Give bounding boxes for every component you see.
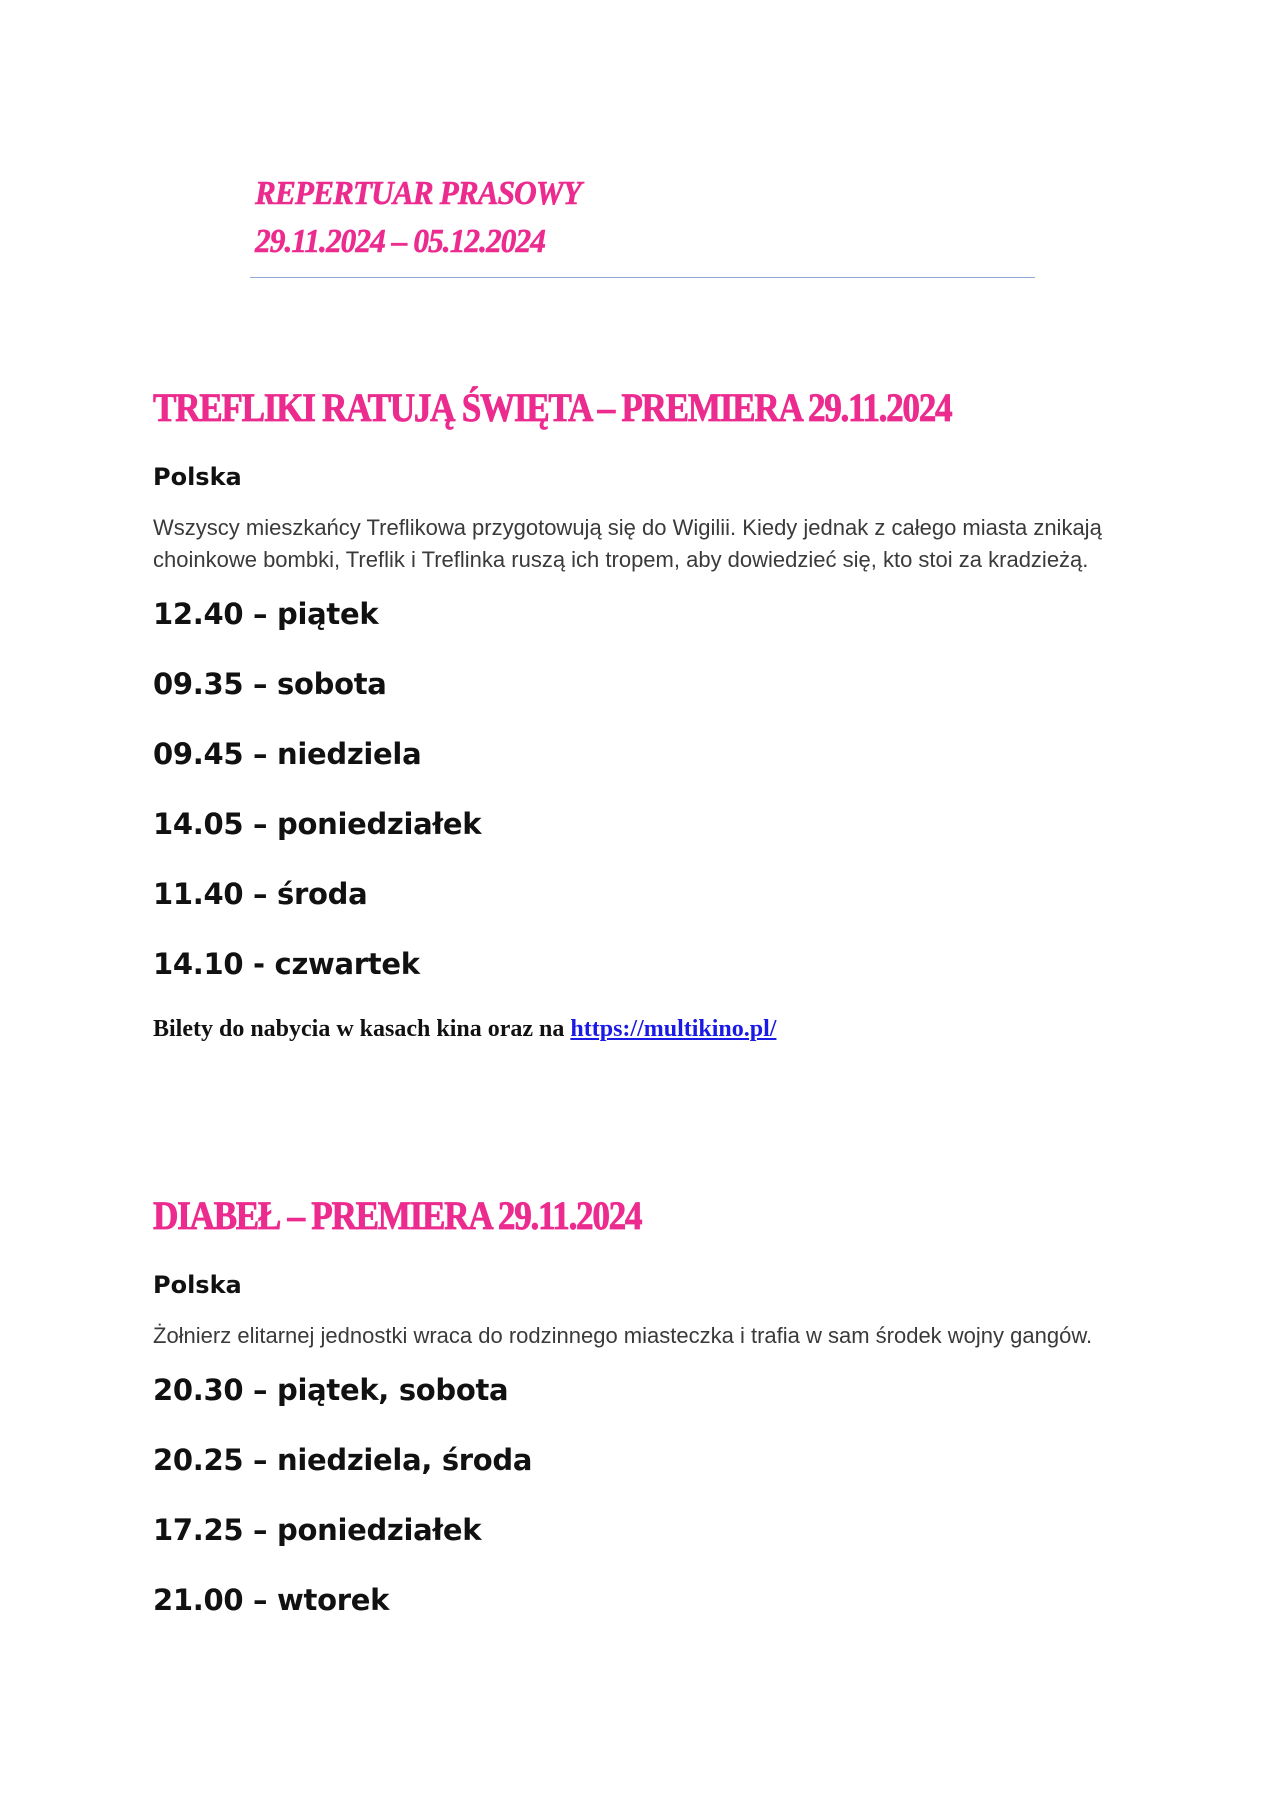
showtime-item: 11.40 – środa (153, 877, 368, 911)
movie-description: Wszyscy mieszkańcy Treflikowa przygotowują się do Wigilii. Kiedy jednak z całego miasta znikają choinkowe bombki, Treflik i Treflinka ruszą ich tropem, aby dowiedzieć się, kto stoi za kradzieżą. (153, 515, 1102, 572)
header-divider (250, 277, 1035, 278)
movie-title: TREFLIKI RATUJĄ ŚWIĘTA – PREMIERA 29.11.2024 (153, 385, 952, 430)
movie-country: Polska (153, 1271, 242, 1299)
tickets-text: Bilety do nabycia w kasach kina oraz na (153, 1016, 571, 1042)
showtime-item: 20.25 – niedziela, środa (153, 1443, 533, 1477)
movie-section-diabel (153, 1192, 1153, 1650)
showtime-item: 14.05 – poniedziałek (153, 807, 482, 841)
showtime-item: 09.45 – niedziela (153, 737, 422, 771)
tickets-info (153, 1016, 1153, 1043)
showtime-item: 09.35 – sobota (153, 667, 387, 701)
movie-country: Polska (153, 463, 242, 491)
movie-title: DIABEŁ – PREMIERA 29.11.2024 (153, 1193, 642, 1238)
showtime-item: 21.00 – wtorek (153, 1583, 390, 1617)
showtime-item: 14.10 - czwartek (153, 947, 420, 981)
showtime-list (153, 1370, 1153, 1650)
showtime-item: 12.40 – piątek (153, 597, 379, 631)
showtime-list (153, 594, 1153, 1014)
movie-section-trefliki (153, 384, 1153, 1043)
multikino-link[interactable]: https://multikino.pl/ (570, 1016, 777, 1042)
date-range: 29.11.2024 – 05.12.2024 (255, 223, 545, 260)
showtime-item: 20.30 – piątek, sobota (153, 1373, 509, 1407)
document-title: REPERTUAR PRASOWY (255, 175, 581, 212)
movie-description: Żołnierz elitarnej jednostki wraca do rodzinnego miasteczka i trafia w sam środek wojny gangów. (153, 1323, 1093, 1348)
press-repertoire-header (255, 170, 609, 266)
showtime-item: 17.25 – poniedziałek (153, 1513, 482, 1547)
